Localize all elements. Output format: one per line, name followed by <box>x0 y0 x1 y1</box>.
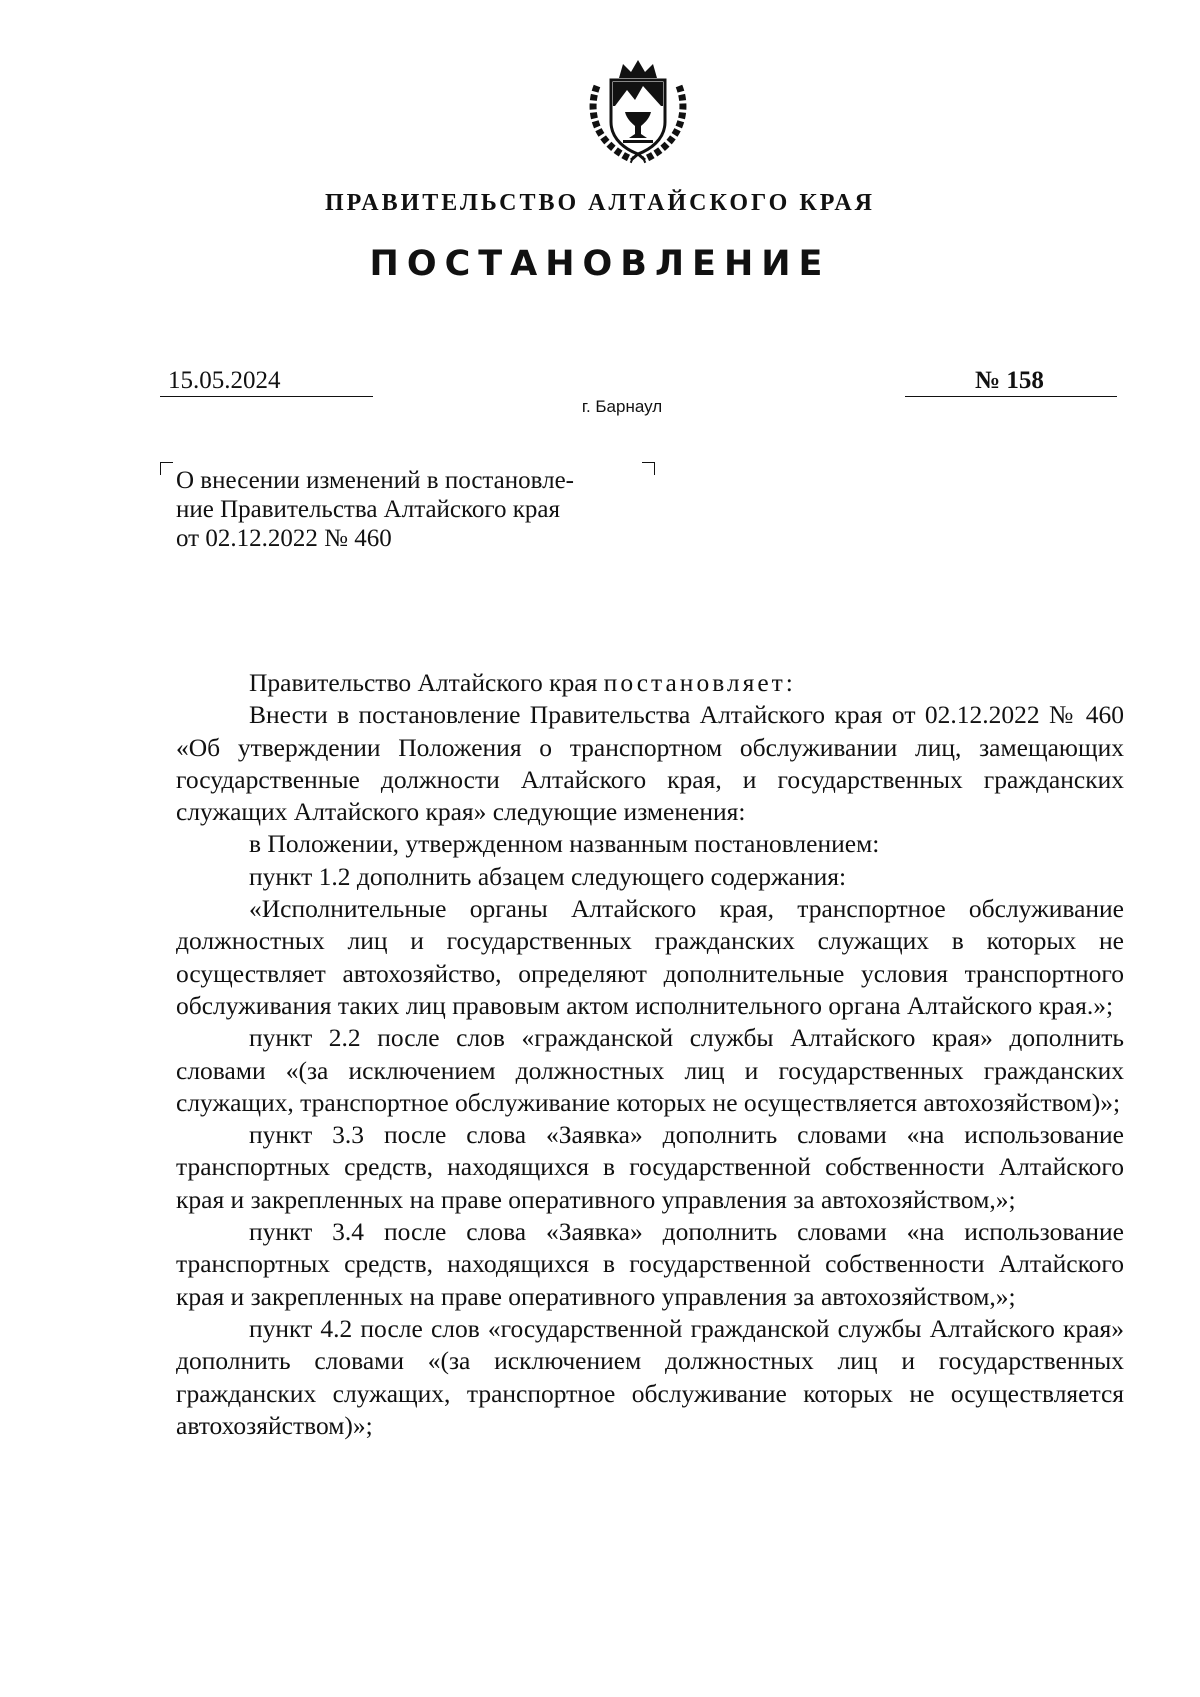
document-date: 15.05.2024 <box>160 366 373 397</box>
subject-bracket-right <box>642 462 655 475</box>
coat-of-arms-icon <box>583 56 693 168</box>
document-subject <box>176 466 636 553</box>
body-paragraph: «Исполнительные органы Алтайского края, транспортное обслуживание должностных лиц и государственных гражданских служащих в которых не осуществляет автохозяйство, определяют дополнительные условия транспортного обслуживания таких лиц правовым актом исполнительного органа Алтайского края.»; <box>176 894 1124 1020</box>
document-type-title: ПОСТАНОВЛЕНИЕ <box>369 244 831 284</box>
preamble-lead: Правительство Алтайского края <box>249 668 604 697</box>
body-paragraph: пункт 3.4 после слова «Заявка» дополнить словами «на использование транспортных средств, находящихся в государственной собственности Алтайского края и закрепленных на праве оперативного управления за автохозяйством,»; <box>176 1217 1124 1311</box>
body-paragraph: пункт 1.2 дополнить абзацем следующего содержания: <box>249 861 847 891</box>
subject-line: О внесении изменений в постановле- <box>176 467 574 494</box>
document-body <box>176 667 1124 1442</box>
preamble <box>176 667 1124 699</box>
subject-line: от 02.12.2022 № 460 <box>176 525 392 552</box>
body-paragraph: пункт 3.3 после слова «Заявка» дополнить словами «на использование транспортных средств, находящихся в государственной собственности Алтайского края и закрепленных на праве оперативного управления за автохозяйством,»; <box>176 1120 1124 1214</box>
document-number: № 158 <box>905 366 1117 397</box>
body-paragraph: пункт 2.2 после слов «гражданской службы Алтайского края» дополнить словами «(за исключением должностных лиц и государственных гражданских служащих, транспортное обслуживание которых не осуществляется автохозяйством)»; <box>176 1023 1124 1117</box>
document-city: г. Барнаул <box>581 397 663 416</box>
body-paragraph: Внести в постановление Правительства Алтайского края от 02.12.2022 № 460 «Об утверждении Положения о транспортном обслуживании лиц, замещающих государственные должности Алтайского края, и государственных гражданских служащих Алтайского края» следующие изменения: <box>176 700 1124 827</box>
body-paragraph: в Положении, утвержденном названным постановлением: <box>249 829 880 859</box>
subject-bracket-left <box>160 462 173 475</box>
body-paragraph: пункт 4.2 после слов «государственной гражданской службы Алтайского края» дополнить словами «(за исключением должностных лиц и государственных гражданских служащих, транспортное обслуживание которых не осуществляется автохозяйством)»; <box>176 1313 1124 1440</box>
organization-name: ПРАВИТЕЛЬСТВО АЛТАЙСКОГО КРАЯ <box>325 190 875 216</box>
preamble-verb: постановляет: <box>603 668 796 697</box>
subject-line: ние Правительства Алтайского края <box>176 496 561 523</box>
